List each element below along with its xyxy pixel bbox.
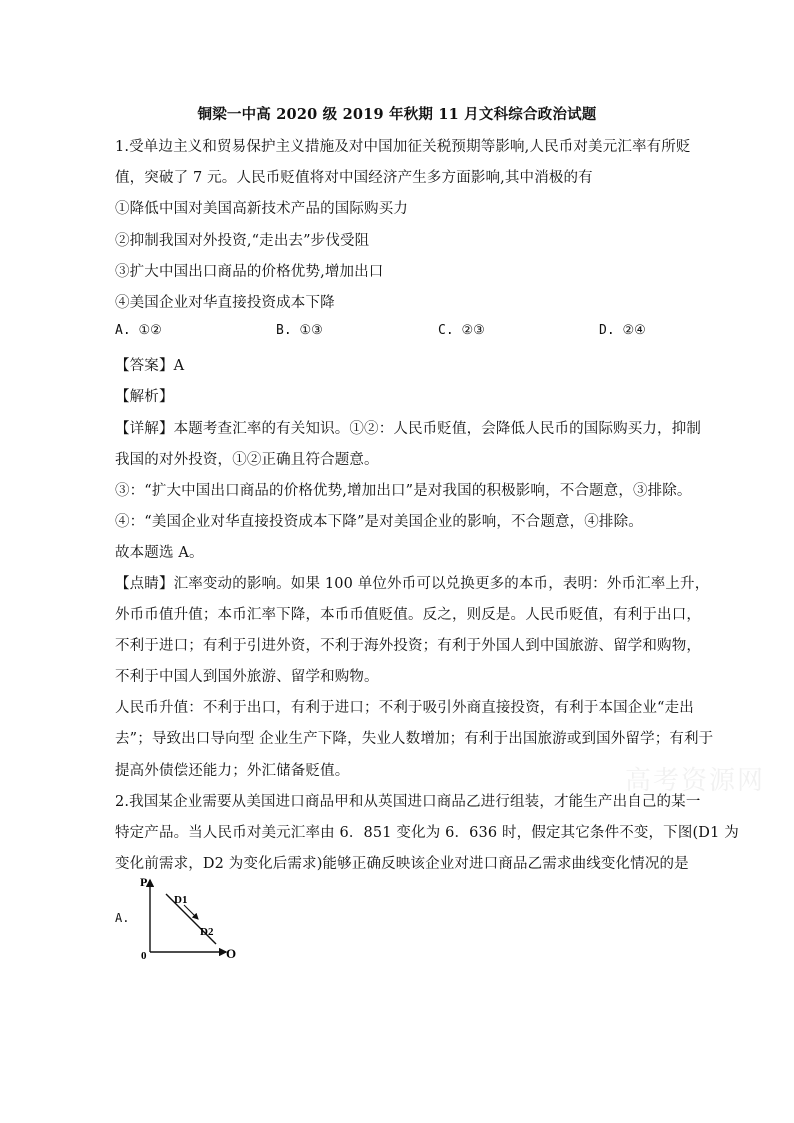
q1-stem-line2: 值，突破了 7 元。人民币贬值将对中国经济产生多方面影响,其中消极的有 — [115, 170, 593, 186]
axis-q-label: O — [226, 946, 237, 961]
q1-option-a: A. ①② — [115, 323, 162, 338]
q1-stem-line1: 1.受单边主义和贸易保护主义措施及对中国加征关税预期等影响,人民币对美元汇率有所贬 — [115, 139, 691, 155]
q1-option-b: B. ①③ — [276, 323, 323, 338]
q1-tip-line4: 不利于中国人到国外旅游、留学和购物。 — [115, 669, 379, 685]
q1-item-4: ④美国企业对华直接投资成本下降 — [115, 295, 335, 311]
q1-answer: 【答案】A — [115, 358, 185, 374]
q1-rise-line3: 提高外债偿还能力；外汇储备贬值。 — [115, 763, 350, 779]
q2-stem-line3: 变化前需求，D2 为变化后需求)能够正确反映该企业对进口商品乙需求曲线变化情况的是 — [115, 856, 689, 872]
q1-item-2: ②抑制我国对外投资,“走出去”步伐受阻 — [115, 233, 370, 249]
q1-item-1: ①降低中国对美国高新技术产品的国际购买力 — [115, 201, 408, 217]
d1-label: D1 — [174, 894, 188, 906]
q2-stem-line2: 特定产品。当人民币对美元汇率由 6．851 变化为 6．636 时，假定其它条件不变，下图(D1 为 — [115, 825, 739, 841]
q1-analysis-label: 【解析】 — [115, 389, 174, 405]
q1-tip-line2: 外币币值升值；本币汇率下降，本币币值贬值。反之，则反是。人民币贬值，有利于出口， — [115, 607, 701, 623]
q1-item-3: ③扩大中国出口商品的价格优势,增加出口 — [115, 264, 384, 280]
q2-stem-line1: 2.我国某企业需要从美国进口商品甲和从英国进口商品乙进行组装，才能生产出自己的某一 — [115, 794, 701, 810]
q1-rise-line2: 去”；导致出口导向型 企业生产下降，失业人数增加；有利于出国旅游或到国外留学；有利于 — [115, 731, 714, 747]
q1-option-c: C. ②③ — [438, 323, 485, 338]
origin-label: 0 — [141, 950, 147, 962]
q2-figure-option-a: A. — [115, 911, 130, 925]
q1-detail-line2: 我国的对外投资，①②正确且符合题意。 — [115, 452, 379, 468]
q1-tip-line3: 不利于进口；有利于引进外资，不利于海外投资；有利于外国人到中国旅游、留学和购物， — [115, 638, 701, 654]
q1-option-d: D. ②④ — [599, 323, 646, 338]
q1-rise-line1: 人民币升值：不利于出口，有利于进口；不利于吸引外商直接投资，有利于本国企业“走出 — [115, 700, 694, 716]
page-title: 铜梁一中高 2020 级 2019 年秋期 11 月文科综合政治试题 — [197, 106, 597, 123]
d2-label: D2 — [200, 926, 214, 938]
watermark: 高考资源网 — [625, 766, 766, 796]
demand-curve-figure — [138, 872, 248, 962]
q1-conclusion: 故本题选 A。 — [115, 545, 204, 561]
q1-detail-line1: 【详解】本题考查汇率的有关知识。①②：人民币贬值，会降低人民币的国际购买力，抑制 — [115, 421, 701, 437]
shift-arrow — [184, 905, 198, 919]
q1-detail-line3: ③：“扩大中国出口商品的价格优势,增加出口”是对我国的积极影响，不合题意，③排除。 — [115, 483, 692, 499]
axis-p-label: P — [140, 875, 148, 889]
q1-detail-line4: ④：“美国企业对华直接投资成本下降”是对美国企业的影响，不合题意，④排除。 — [115, 514, 643, 530]
q1-tip-line1: 【点睛】汇率变动的影响。如果 100 单位外币可以兑换更多的本币，表明：外币汇率上升， — [115, 576, 710, 592]
